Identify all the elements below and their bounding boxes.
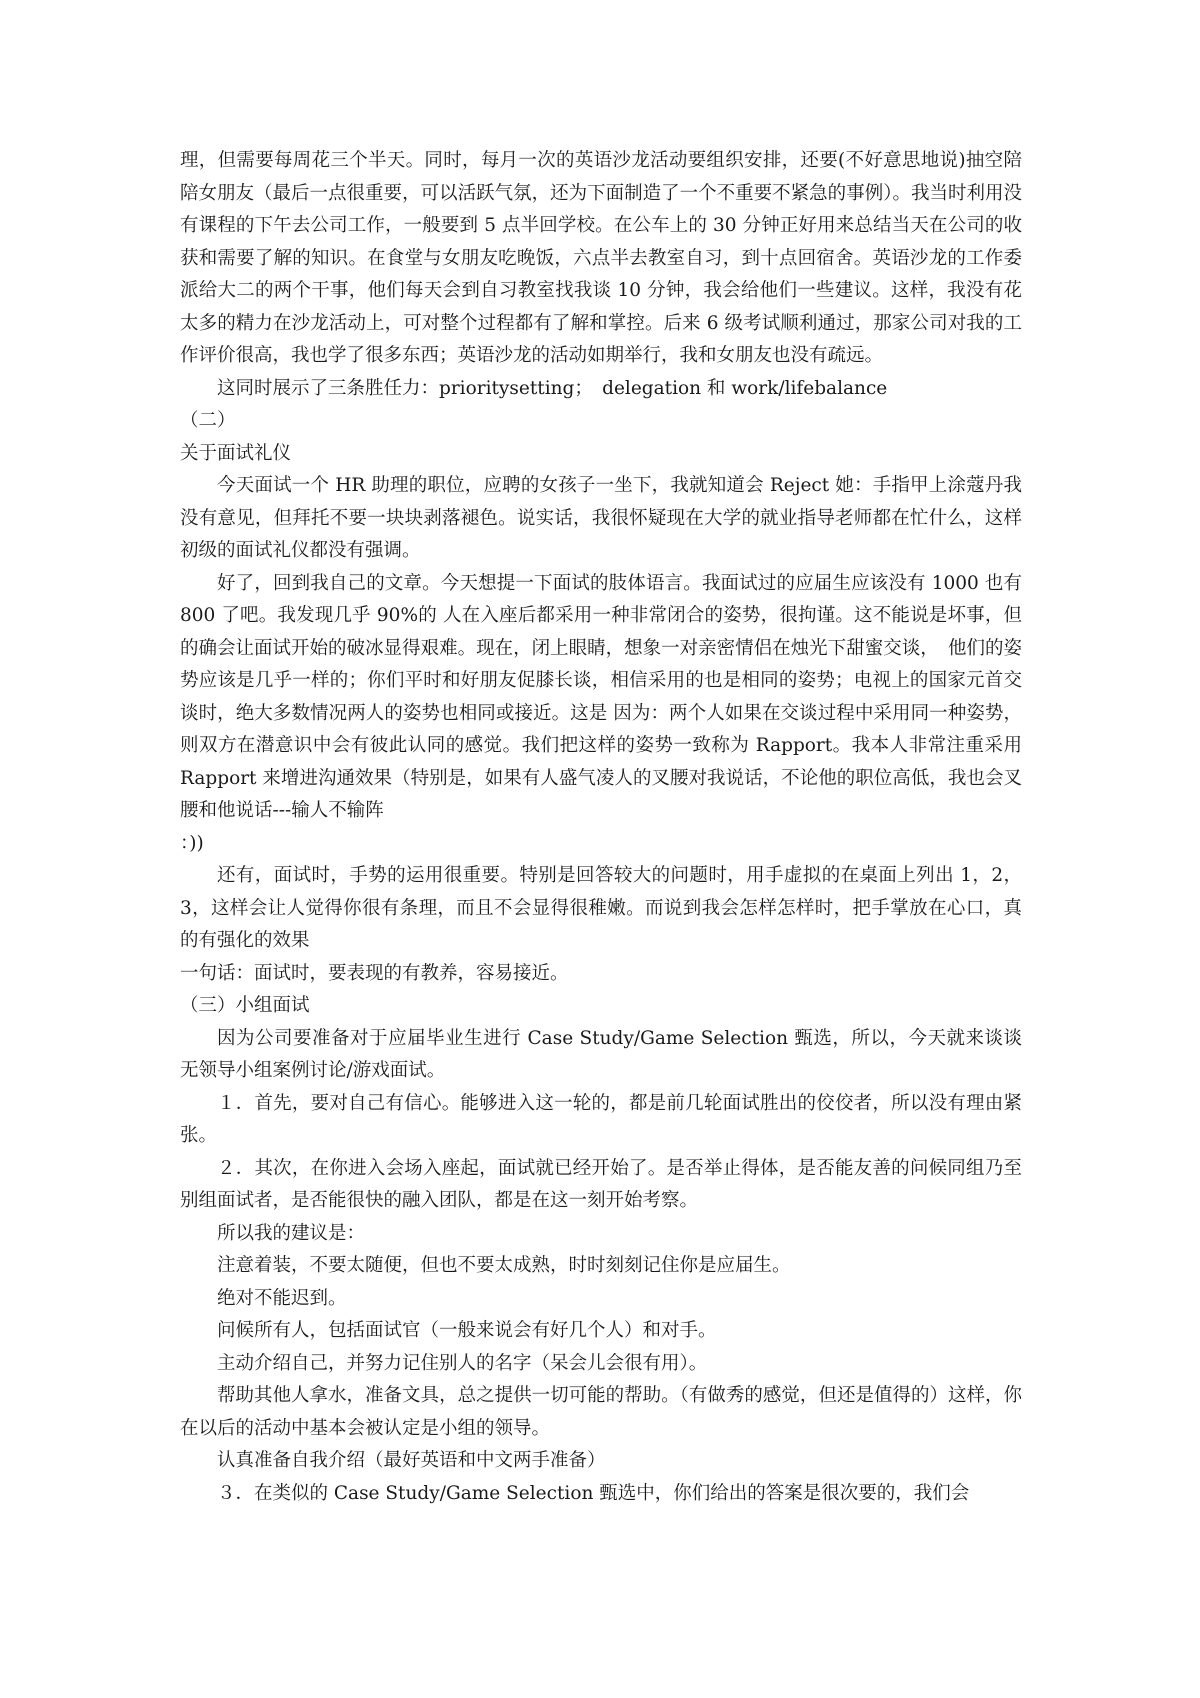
- paragraph-competencies: 这同时展示了三条胜任力：prioritysetting； delegation 和 work/lifebalance: [217, 377, 888, 399]
- paragraph-hr-assistant: 今天面试一个 HR 助理的职位，应聘的女孩子一坐下，我就知道会 Reject 她：手指甲上涂蔻丹我没有意见，但拜托不要一块块剥落褪色。说实话，我很怀疑现在大学的就业指导老师都在忙什么，这样初级的面试礼仪都没有强调。: [180, 475, 1022, 561]
- paragraph-point-two: ２．其次，在你进入会场入座起，面试就已经开始了。是否举止得体，是否能友善的问候同组乃至别组面试者，是否能很快的融入团队，都是在这一刻开始考察。: [180, 1157, 1022, 1211]
- section-heading-two: （二）: [180, 410, 236, 431]
- advice-item-dress: 注意着装，不要太随便，但也不要太成熟，时时刻刻记住你是应届生。: [217, 1255, 791, 1276]
- paragraph-advice-intro: 所以我的建议是：: [217, 1222, 366, 1244]
- advice-item-greeting: 问候所有人，包括面试官（一般来说会有好几个人）和对手。: [217, 1320, 717, 1341]
- paragraph-summary: 一句话：面试时，要表现的有教养，容易接近。: [180, 962, 569, 984]
- advice-item-punctuality: 绝对不能迟到。: [217, 1287, 347, 1309]
- advice-item-introduce: 主动介绍自己，并努力记住别人的名字（呆会儿会很有用）。: [217, 1352, 708, 1374]
- paragraph-gestures: 还有，面试时，手势的运用很重要。特别是回答较大的问题时，用手虚拟的在桌面上列出 1，2，3，这样会让人觉得你很有条理，而且不会显得很稚嫩。而说到我会怎样怎样时，把手掌放在心口，真的有强化的效果: [180, 865, 1022, 951]
- paragraph-body-language: 好了，回到我自己的文章。今天想提一下面试的肢体语言。我面试过的应届生应该没有 1000 也有 800 了吧。我发现几乎 90%的 人在入座后都采用一种非常闭合的姿势，很拘谨。这不能说是坏事，但的确会让面试开始的破冰显得艰难。现在，闭上眼睛，想象一对亲密情侣在烛光下甜蜜交谈， 他们的姿势应该是几乎一样的；你们平时和好朋友促膝长谈，相信采用的也是相同的姿势；电视上的国家元首交谈时，绝大多数情况两人的姿势也相同或接近。这是 因为：两个人如果在交谈过程中采用同一种姿势，则双方在潜意识中会有彼此认同的感觉。我们把这样的姿势一致称为 Rapport。我本人非常注重采用 Rapport 来增进沟通效果（特别是，如果有人盛气凌人的叉腰对我说话，不论他的职位高低，我也会叉腰和他说话---输人不输阵: [180, 572, 1022, 821]
- paragraph-point-three: ３．在类似的 Case Study/Game Selection 甄选中，你们给出的答案是很次要的，我们会: [217, 1482, 970, 1504]
- paragraph-emoticon: ：)): [180, 832, 204, 854]
- advice-item-self-intro: 认真准备自我介绍（最好英语和中文两手准备）: [217, 1450, 606, 1471]
- paragraph-point-one: １．首先，要对自己有信心。能够进入这一轮的，都是前几轮面试胜出的佼佼者，所以没有理由紧张。: [180, 1092, 1022, 1146]
- section-title-interview-etiquette: 关于面试礼仪: [180, 442, 292, 464]
- section-heading-group-interview: （三）小组面试: [180, 995, 310, 1016]
- paragraph-time-management: 理，但需要每周花三个半天。同时，每月一次的英语沙龙活动要组织安排，还要(不好意思地说)抽空陪陪女朋友（最后一点很重要，可以活跃气氛，还为下面制造了一个不重要不紧急的事例）。我当时利用没有课程的下午去公司工作，一般要到 5 点半回学校。在公车上的 30 分钟正好用来总结当天在公司的收获和需要了解的知识。在食堂与女朋友吃晚饭，六点半去教室自习，到十点回宿舍。英语沙龙的工作委派给大二的两个干事，他们每天会到自习教室找我谈 10 分钟，我会给他们一些建议。这样，我没有花太多的精力在沙龙活动上，可对整个过程都有了解和掌控。后来 6 级考试顺利通过，那家公司对我的工作评价很高，我也学了很多东西；英语沙龙的活动如期举行，我和女朋友也没有疏远。: [180, 150, 1022, 366]
- paragraph-case-study-intro: 因为公司要准备对于应届毕业生进行 Case Study/Game Selection 甄选，所以，今天就来谈谈无领导小组案例讨论/游戏面试。: [180, 1027, 1022, 1081]
- document-page: [180, 145, 1022, 1510]
- advice-item-help-others: 帮助其他人拿水，准备文具，总之提供一切可能的帮助。（有做秀的感觉，但还是值得的）这样，你在以后的活动中基本会被认定是小组的领导。: [180, 1385, 1022, 1439]
